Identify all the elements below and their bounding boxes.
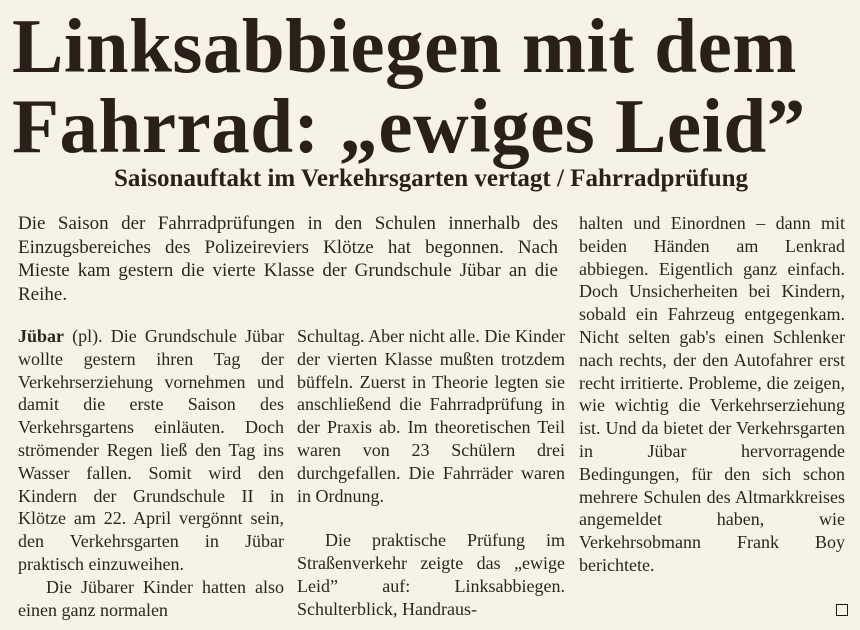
body-column-2 — [297, 325, 565, 621]
lead-text: Die Saison der Fahrradprüfungen in den Schulen innerhalb des Einzugsbereiches des Polizeireviers Klötze hat begonnen. Nach Mieste kam gestern die vierte Klasse der Grundschule Jübar an die Reihe. — [18, 213, 558, 305]
dateline-kicker: Jübar — [18, 326, 65, 346]
body-column-1 — [18, 325, 284, 621]
headline — [12, 3, 852, 169]
subheadline: Saisonauftakt im Verkehrsgarten vertagt / Fahrradprüfung — [113, 165, 749, 192]
body-column-3 — [579, 212, 845, 577]
headline-line-2: Fahrrad: „ewiges Leid” — [12, 83, 806, 169]
column-1-paragraph-1 — [18, 325, 284, 576]
column-1-paragraph-1-text: (pl). Die Grundschule Jübar wollte gestern ihren Tag der Verkehrserziehung vornehmen und damit die erste Saison des Verkehrsgartens einläuten. Doch strömender Regen ließ den Tag ins Wasser fallen. Somit wird den Kindern der Grundschule II in Klötze am 22. April vergönnt sein, den Verkehrsgarten in Jübar praktisch einzuweihen. — [18, 326, 284, 574]
column-3-paragraph-1: halten und Einordnen – dann mit beiden Händen am Lenkrad abbiegen. Eigentlich ganz einfach. Doch Unsicherheiten bei Kindern, sobald ein Fahrzeug entgegenkam. Nicht selten gab's einen Schlenker nach rechts, der den Autofahrer erst recht irritierte. Probleme, die zeigen, wie wichtig die Verkehrserziehung ist. Und da bietet der Verkehrsgarten in Jübar hervorragende Bedingungen, für den sich schon mehrere Schulen des Altmarkkreises angemeldet haben, wie Verkehrsobmann Frank Boy berichtete. — [579, 213, 845, 575]
headline-line-1: Linksabbiegen mit dem — [12, 3, 797, 89]
column-2-paragraph-1: Schultag. Aber nicht alle. Die Kinder der vierten Klasse mußten trotzdem büffeln. Zuerst in Theorie legten sie anschließend die Fahrradprüfung in der Praxis ab. Im theoretischen Teil waren von 23 Schülern drei durchgefallen. Die Fahrräder waren in Ordnung. — [297, 326, 565, 506]
column-1-paragraph-2: Die Jübarer Kinder hatten also einen ganz normalen — [18, 576, 284, 620]
end-of-article-square-icon — [836, 604, 848, 616]
lead-paragraph — [18, 212, 558, 306]
column-2-paragraph-2: Die praktische Prüfung im Straßenverkehr zeigte das „ewige Leid” auf: Linksabbiegen. Schulterblick, Handraus- — [297, 530, 565, 619]
